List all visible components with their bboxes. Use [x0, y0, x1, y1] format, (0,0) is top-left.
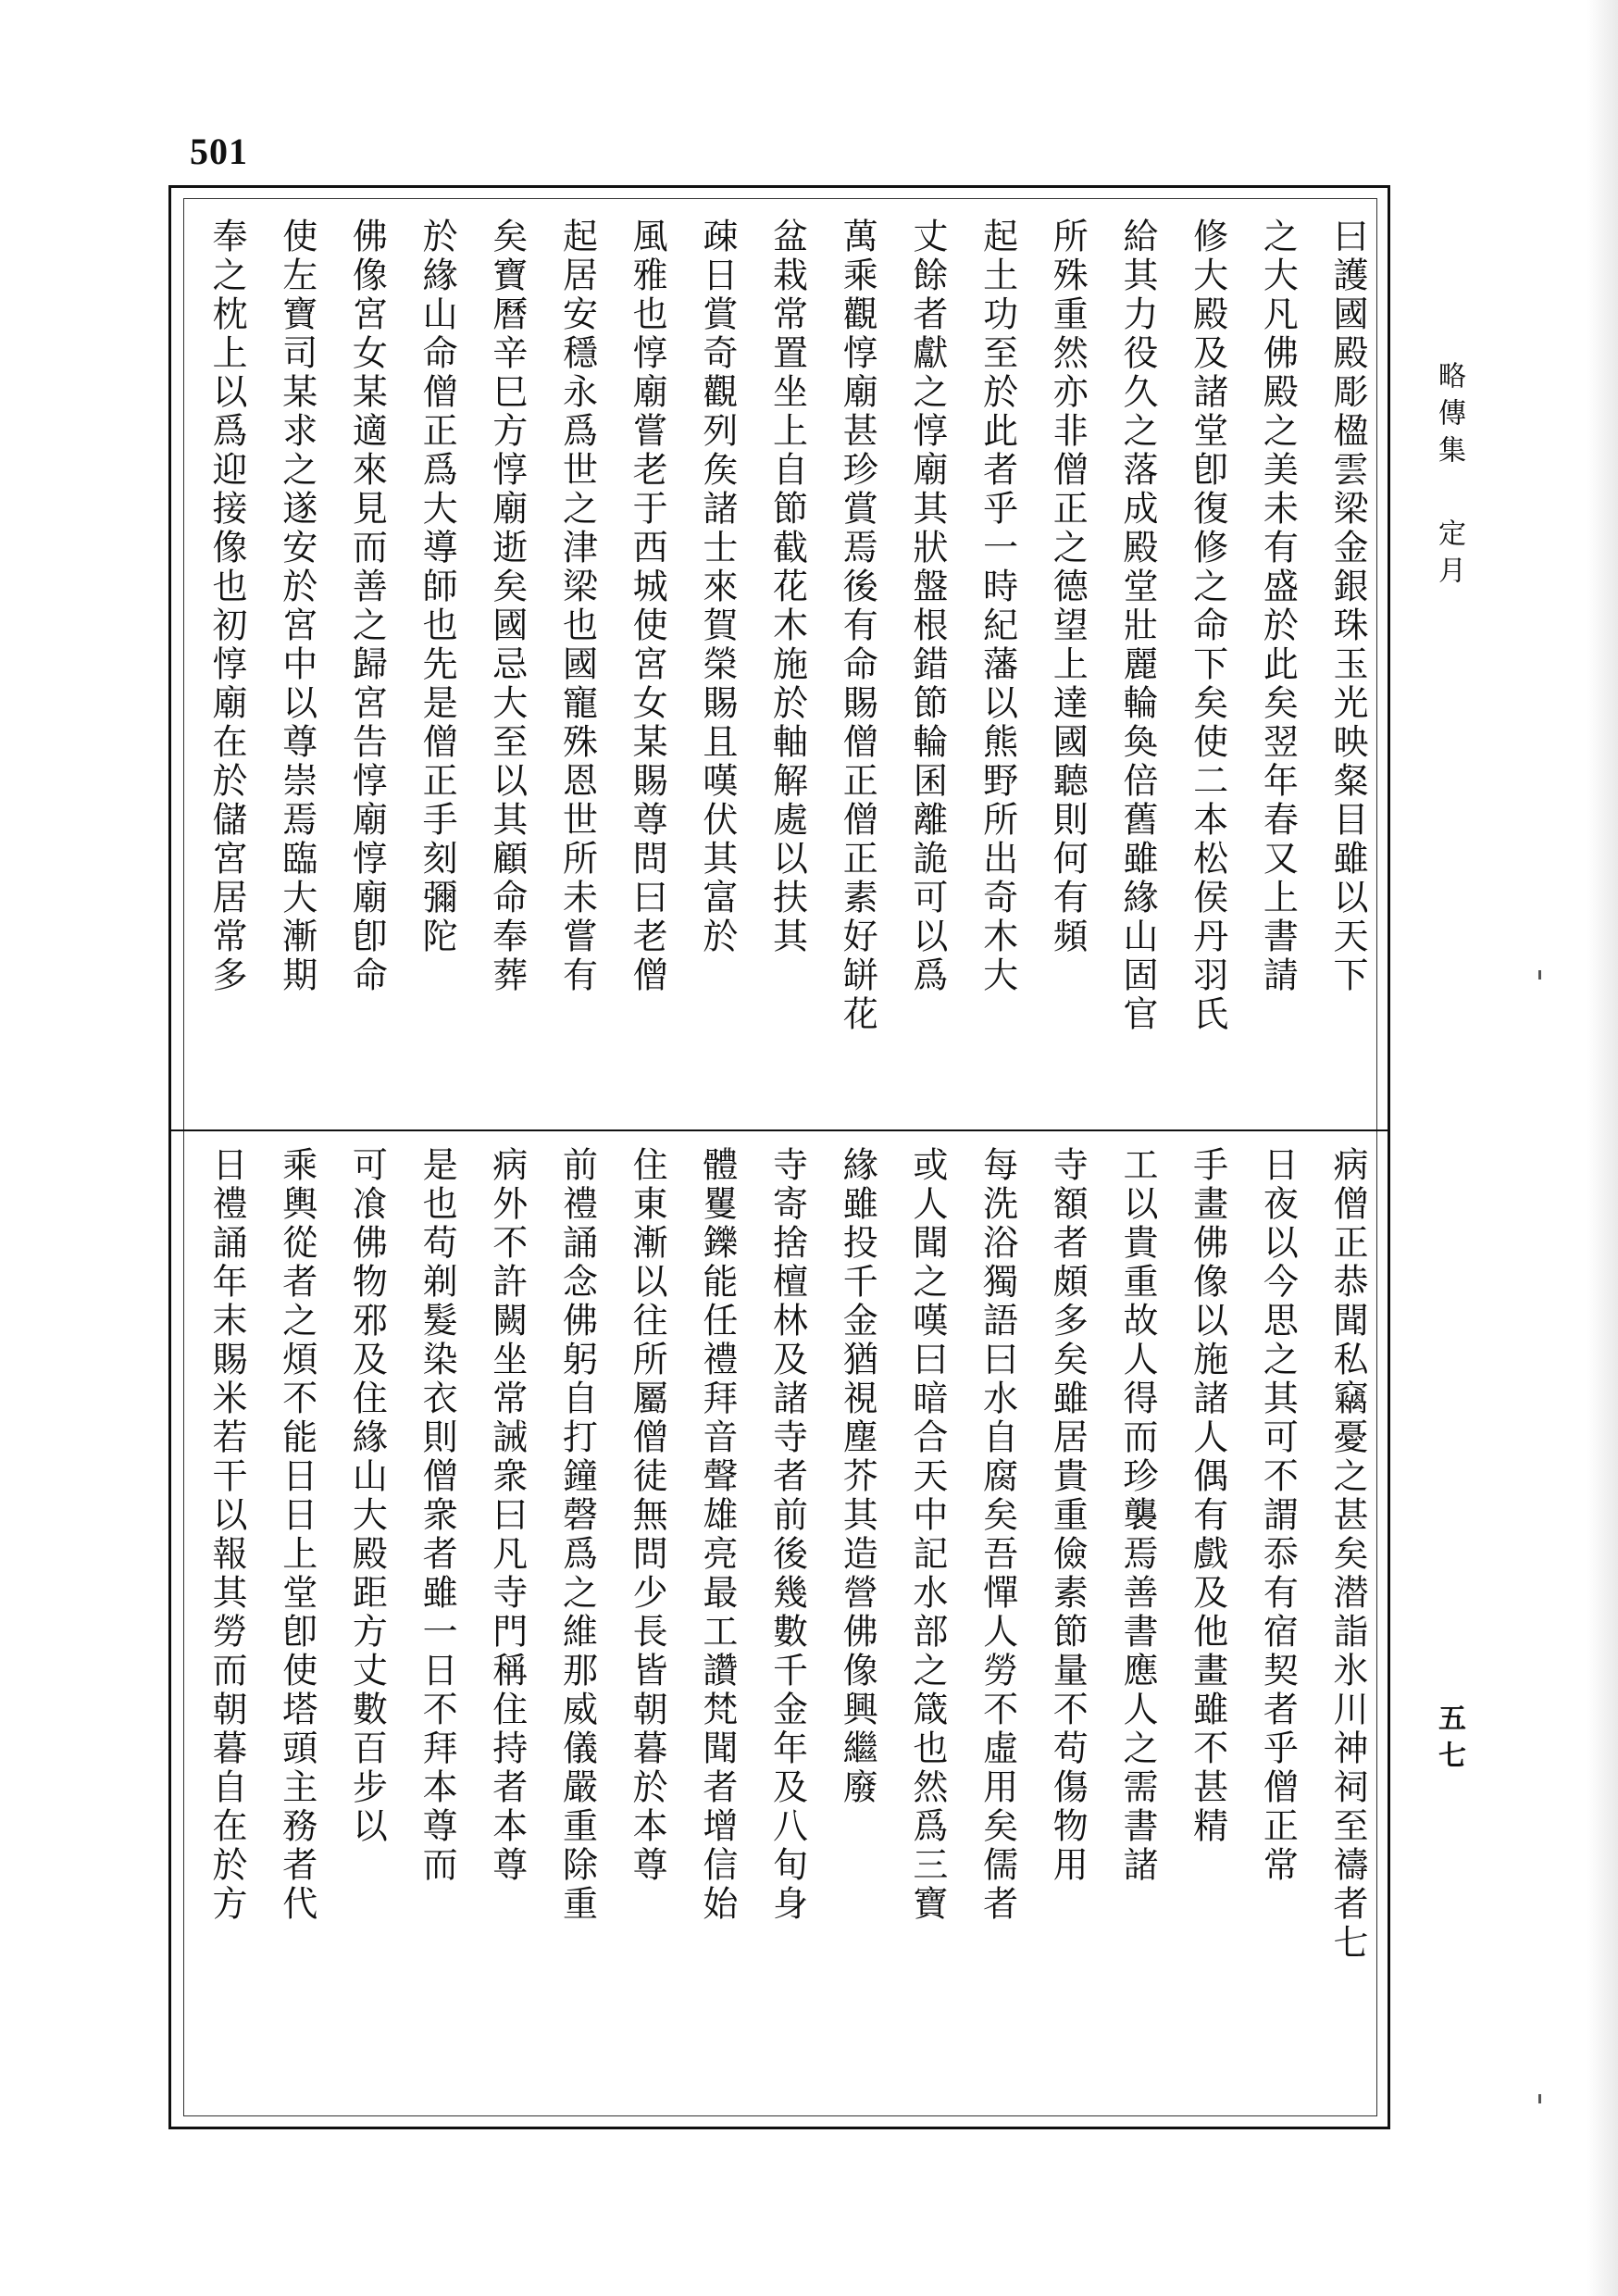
text-column: 修大殿及諸堂卽復修之命下矣使二本松侯丹羽氏	[1187, 218, 1228, 1034]
binding-shadow	[1587, 0, 1618, 2296]
text-column: 日夜以今思之其可不謂忝有宿契者乎僧正常	[1257, 1146, 1299, 1885]
text-column: 是也苟剃髮染衣則僧衆者雖一日不拜本尊而	[417, 1146, 458, 1885]
text-column: 可飡佛物邪及住緣山大殿距方丈數百步以	[346, 1146, 388, 1846]
page-number: 501	[190, 131, 248, 172]
text-column: 給其力役久之落成殿堂壯麗輪奐倍舊雖緣山固官	[1116, 218, 1158, 1034]
horizontal-divider	[168, 1129, 1390, 1131]
text-column: 盆栽常置坐上自節截花木施於軸解處以扶其	[766, 218, 808, 956]
text-column: 緣雖投千金猶視塵芥其造營佛像興繼廢	[837, 1146, 878, 1807]
text-column: 佛像宮女某適來見而善之歸宮告惇廟惇廟卽命	[346, 218, 388, 995]
text-column: 使左寶司某求之遂安於宮中以尊崇焉臨大漸期	[276, 218, 317, 995]
text-column: 奉之枕上以爲迎接像也初惇廟在於儲宮居常多	[206, 218, 247, 995]
upper-text-block	[202, 218, 1373, 1120]
scan-mark	[1538, 970, 1541, 980]
text-column: 工以貴重故人得而珍襲焉善書應人之需書諸	[1116, 1146, 1158, 1885]
text-column: 於緣山命僧正爲大導師也先是僧正手刻彌陀	[417, 218, 458, 956]
text-column: 或人聞之嘆曰暗合天中記水部之箴也然爲三寶	[906, 1146, 948, 1924]
text-column: 矣寶曆辛巳方惇廟逝矣國忌大至以其顧命奉葬	[486, 218, 528, 995]
text-column: 起土功至於此者乎一時紀藩以熊野所出奇木大	[977, 218, 1018, 995]
text-column: 起居安穩永爲世之津梁也國寵殊恩世所未嘗有	[556, 218, 598, 995]
text-column: 病外不許闕坐常誡衆曰凡寺門稱住持者本尊	[486, 1146, 528, 1885]
text-column: 住東漸以往所屬僧徒無問少長皆朝暮於本尊	[627, 1146, 668, 1885]
gutter-folio-number: 五七	[1433, 1703, 1465, 1778]
text-column: 乘輿從者之煩不能日日上堂卽使塔頭主務者代	[276, 1146, 317, 1924]
text-column: 疎日賞奇觀列矦諸士來賀榮賜且嘆伏其富於	[696, 218, 738, 956]
text-column: 萬乘觀惇廟甚珍賞焉後有命賜僧正僧正素好缾花	[837, 218, 878, 1034]
text-column: 丈餘者獻之惇廟其狀盤根錯節輪囷離詭可以爲	[906, 218, 948, 995]
text-column: 病僧正恭聞私竊憂之甚矣潜詣氷川神祠至禱者七	[1327, 1146, 1368, 1963]
text-column: 曰護國殿彫楹雲梁金銀珠玉光映粲目雖以天下	[1327, 218, 1368, 995]
gutter-section-title: 定月	[1433, 518, 1465, 593]
text-column: 風雅也惇廟嘗老于西城使宮女某賜尊問曰老僧	[627, 218, 668, 995]
text-column: 體矍鑠能任禮拜音聲雄亮最工讚梵聞者增信始	[696, 1146, 738, 1924]
gutter-book-title: 略傳集	[1433, 361, 1465, 472]
lower-text-block	[202, 1146, 1373, 2123]
text-column: 寺額者頗多矣雖居貴重儉素節量不苟傷物用	[1047, 1146, 1089, 1885]
text-column: 前禮誦念佛躬自打鐘磬爲之維那威儀嚴重除重	[556, 1146, 598, 1924]
scan-mark	[1538, 2094, 1541, 2103]
text-column: 所殊重然亦非僧正之德望上達國聽則何有頻	[1047, 218, 1089, 956]
text-column: 寺寄捨檀林及諸寺者前後幾數千金年及八旬身	[766, 1146, 808, 1924]
text-column: 每洗浴獨語曰水自腐矣吾憚人勞不虛用矣儒者	[977, 1146, 1018, 1924]
text-column: 手畫佛像以施諸人偶有戲及他畫雖不甚精	[1187, 1146, 1228, 1846]
text-column: 之大凡佛殿之美未有盛於此矣翌年春又上書請	[1257, 218, 1299, 995]
text-column: 日禮誦年末賜米若干以報其勞而朝暮自在於方	[206, 1146, 247, 1924]
